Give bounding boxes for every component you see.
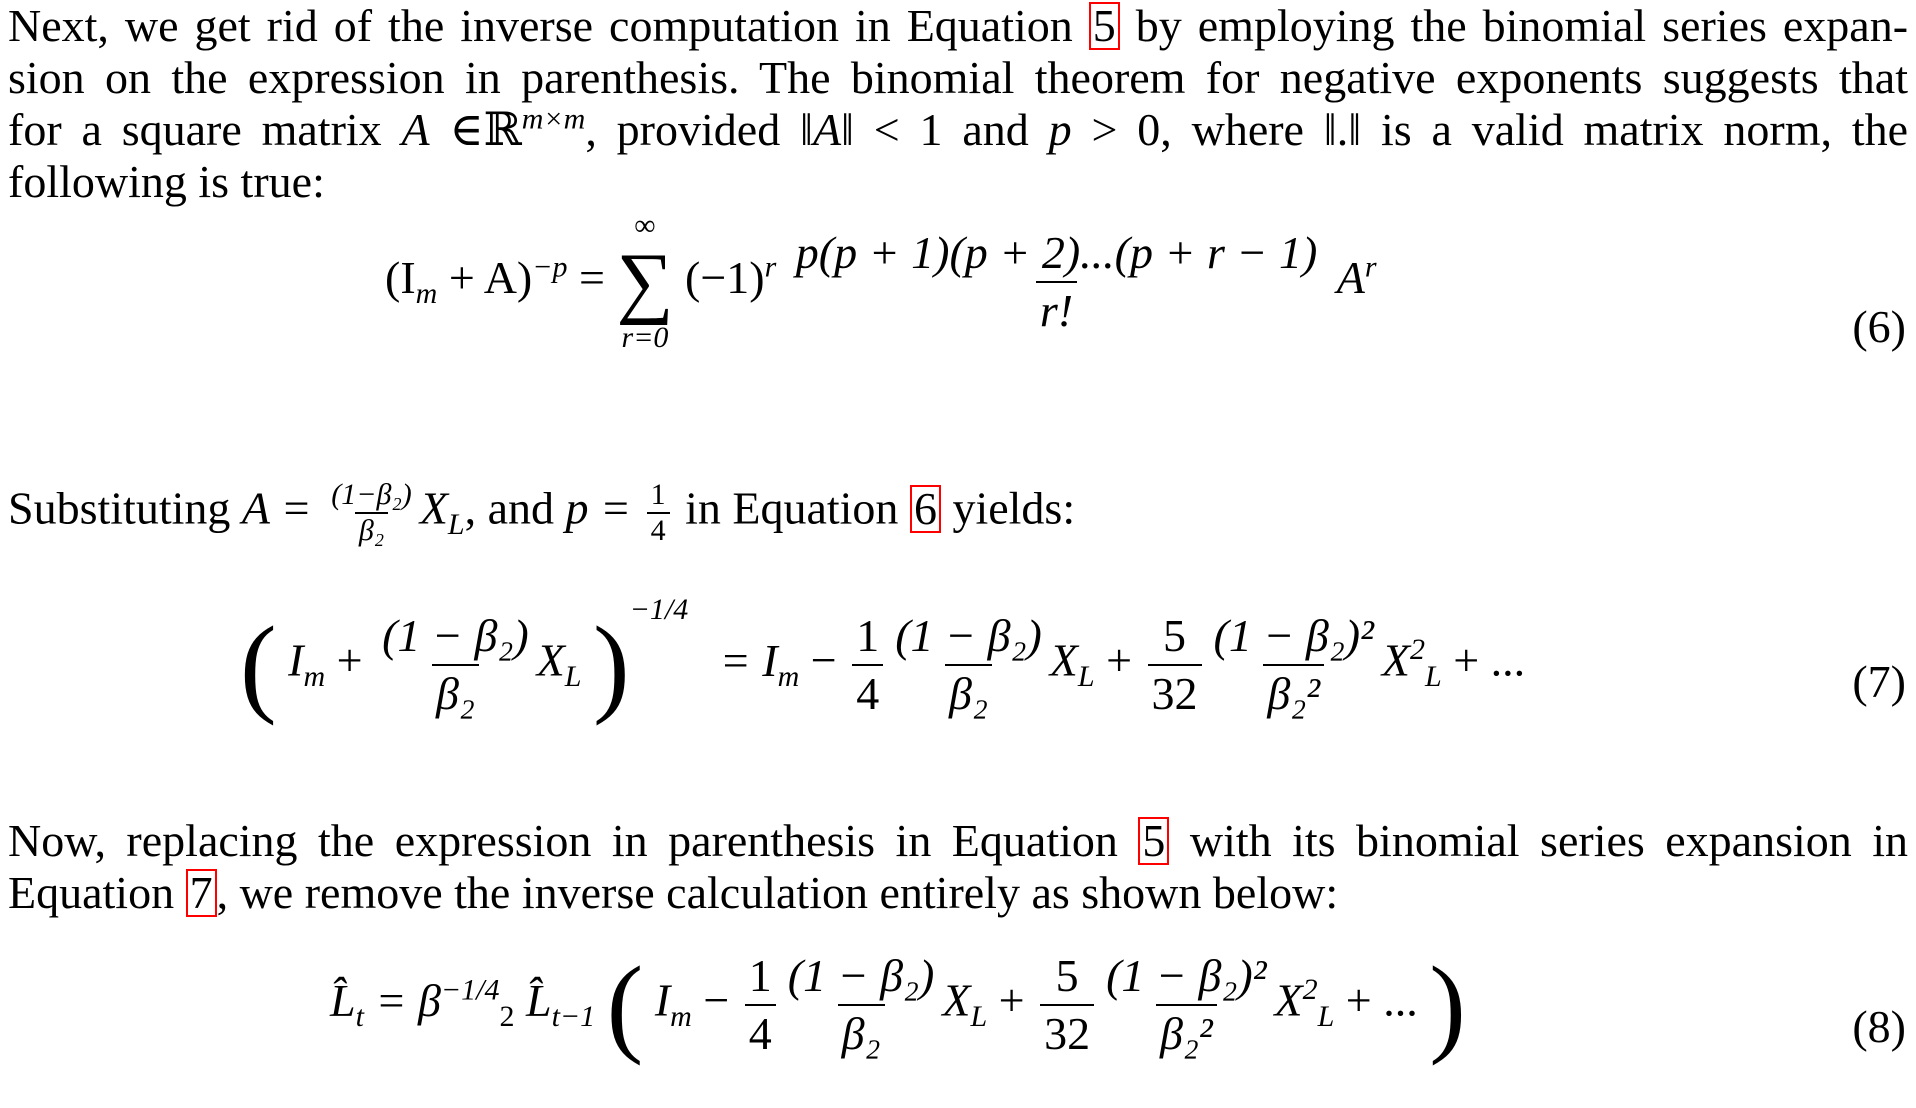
para3-line2: Equation 7, we remove the inverse calculation entirely as shown below:: [8, 867, 1339, 918]
eq7-coef2: $\frac{5}{32}$: [1148, 610, 1202, 720]
equation-ref-5[interactable]: 5: [1089, 2, 1120, 50]
para1-line2: sion on the expression in parenthesis. The binomial theorem for negative exponents suggests that: [8, 52, 1908, 103]
reals-symbol: ℝ: [483, 104, 522, 155]
para2-line: Substituting A = $\frac{\text{(1−β₂)}}{\text{β₂}}$ $X_L$, and p = $\frac{1}{4}$ in Equation 6 yields:: [8, 478, 1076, 547]
text: by employing the binomial series expan-: [1135, 0, 1909, 51]
para1-line3: [8, 104, 1908, 156]
eq7-coef1: $\frac{1}{4}$: [852, 610, 883, 720]
eq6-numerator: p(p + 1)(p + 2)...(p + r − 1): [795, 227, 1318, 278]
sigma-symbol: ∑: [616, 238, 674, 326]
equation-ref-5b[interactable]: 5: [1138, 817, 1169, 865]
eq7-exponent: −1/4: [629, 593, 689, 627]
eq6-denominator: r!: [1036, 281, 1077, 337]
eq7-term1: $\frac{\text{(1 − β₂)}}{\text{β₂}}$: [895, 610, 1042, 719]
equation-6: [385, 210, 1377, 354]
right-paren: ): [592, 604, 630, 726]
eq6-factor: $(-1)^r$: [685, 250, 777, 303]
equation-number-6: (6): [1852, 301, 1906, 352]
left-paren: (: [606, 944, 644, 1066]
eq6-fraction: [792, 227, 1321, 337]
text: Next, we get rid of the inverse computation in Equation: [8, 0, 1073, 51]
paragraph-replacement: [8, 815, 1908, 919]
equation-ref-6[interactable]: 6: [910, 485, 941, 533]
para3-line1: Now, replacing the expression in parenthesis in Equation 5 with its binomial series expansion in: [8, 815, 1909, 866]
eq8-term1: $\frac{\text{(1 − β₂)}}{\text{β₂}}$: [787, 950, 935, 1059]
para1-line1: [8, 0, 1908, 52]
in-symbol: ∈: [449, 104, 484, 155]
dim-superscript: m×m: [521, 102, 586, 136]
equation-8: $L̂_t = \beta^{-1/4}_2$ $L̂_{t-1}$ ( $I_m$ − $\frac{1}{4}$ $\frac{\text{(1 − β₂)}}{\text{β₂}}$ $X_L$ + $\frac{5}{32}$ $\frac{\text{(1 − β₂)²}}{\text{β₂²}}$ $X^2_L$ + ... ): [330, 944, 1466, 1066]
quarter-fraction: $\frac{1}{4}$: [647, 480, 670, 546]
var-A: A: [812, 104, 842, 155]
p-equals: p =: [565, 482, 632, 534]
beta-fraction: $\frac{\text{(1−β₂)}}{\text{β₂}}$: [331, 478, 412, 547]
eq8-coef1: $\frac{1}{4}$: [745, 950, 776, 1060]
equation-number-8: (8): [1852, 1001, 1906, 1052]
summation-operator: [616, 210, 673, 354]
paragraph-substitution: [8, 480, 1908, 546]
text: , provided ‖: [585, 104, 813, 155]
para1-line4: following is true:: [8, 156, 325, 207]
eq6-tail: $A^r$: [1336, 250, 1377, 303]
eq7-inner-fraction: $\frac{\text{(1 − β₂)}}{\text{β₂}}$: [382, 610, 529, 719]
text: > 0, where ‖.‖ is a valid matrix norm, the: [1091, 104, 1909, 155]
equation-number-7: (7): [1852, 656, 1906, 707]
left-paren: (: [240, 604, 277, 726]
eq7-term2: $\frac{\text{(1 − β₂)²}}{\text{β₂²}}$: [1213, 610, 1374, 719]
paragraph-intro: [8, 0, 1908, 208]
text: for a square matrix: [8, 104, 382, 155]
equation-7: ( $I_m$ + $\frac{\text{(1 − β₂)}}{\text{β₂}}$ $X_L$ )$^{-1/4} = I_m$ − $\frac{1}{4}$ $\frac{\text{(1 − β₂)}}{\text{β₂}}$ $X_L$ + $\frac{5}{32}$ $\frac{\text{(1 − β₂)²}}{\text{β₂²}}$ $X^2_L$ + ...: [240, 593, 1526, 726]
text: ‖ < 1 and: [841, 104, 1029, 155]
eq8-coef2: $\frac{5}{32}$: [1040, 950, 1094, 1060]
eq6-lhs: $(I_m + A)^{-p}$ =: [385, 250, 605, 310]
sum-upper-limit: ∞: [634, 209, 656, 242]
eq8-lhs: $L̂_t = \beta^{-1/4}_2$: [330, 973, 515, 1033]
sum-lower-limit: r=0: [621, 321, 669, 354]
var-p: p: [1048, 104, 1072, 155]
a-equals: A =: [241, 482, 312, 534]
eq8-term2: $\frac{\text{(1 − β₂)²}}{\text{β₂²}}$: [1106, 950, 1267, 1059]
var-A: A: [401, 104, 430, 155]
right-paren: ): [1429, 944, 1466, 1066]
eq8-lprev: $L̂_{t-1}$: [525, 974, 596, 1033]
equation-ref-7[interactable]: 7: [186, 869, 217, 917]
